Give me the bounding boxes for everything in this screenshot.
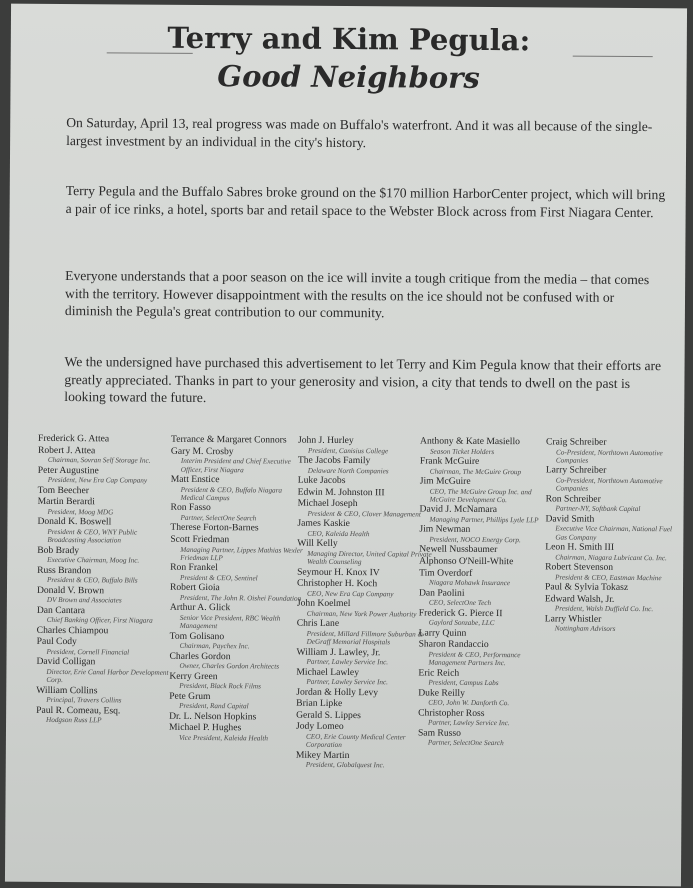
signer-title: Co-President, Northtown Automotive Companies — [555, 448, 663, 465]
signer-title: CEO, Kaleida Health — [307, 529, 370, 538]
signer-title: Chief Banking Officer, First Niagara — [46, 616, 153, 625]
signer-title: CEO, The McGuire Group Inc. and McGuire Development Co. — [429, 487, 532, 505]
signer-title: President, The John R. Oishei Foundation — [179, 593, 302, 603]
signer-column-4 — [418, 437, 555, 750]
signer-title: Partner-NY, Softbank Capital — [555, 504, 641, 514]
signer-name: Dan Cantara — [36, 604, 86, 616]
signer-name: The Jacobs Family — [297, 454, 371, 467]
signer-entry — [37, 565, 172, 585]
signer-name: Luke Jacobs — [297, 474, 346, 486]
signer-entry — [418, 640, 553, 668]
signer-entry — [296, 647, 431, 667]
signer-entry — [546, 437, 681, 465]
signer-entry — [297, 539, 432, 567]
signer-entry — [419, 505, 554, 525]
signer-title: CEO, New Era Cap Company — [306, 589, 394, 599]
signer-entry — [171, 475, 306, 503]
signer-title: President, Rand Capital — [179, 702, 249, 711]
signer-entry — [297, 519, 432, 539]
signer-name: Terrance & Margaret Connors — [170, 433, 287, 446]
signer-title: Principal, Travers Collins — [46, 696, 122, 705]
signer-title: Partner, Lawley Service Inc. — [306, 677, 389, 687]
signer-name: Paul R. Comeau, Esq. — [36, 704, 121, 717]
signer-name: Jordan & Holly Levy — [296, 686, 379, 698]
signer-entry — [171, 446, 306, 474]
signer-entry — [545, 583, 680, 595]
signer-entry — [297, 599, 432, 619]
signer-title: President, Black Rock Films — [179, 682, 261, 691]
signer-name: John J. Hurley — [297, 434, 354, 447]
signer-title: CEO, Erie County Medical Center Corporation — [305, 732, 406, 750]
signer-name: Sharon Randaccio — [418, 638, 489, 651]
signer-entry — [37, 637, 172, 657]
signer-entry — [38, 465, 173, 485]
signer-entry — [419, 608, 554, 628]
signer-entry — [420, 437, 555, 457]
signer-name: Jim Newman — [419, 523, 471, 536]
signer-name: Gerald S. Lippes — [296, 709, 361, 721]
signer-entry — [170, 535, 305, 563]
signer-entry — [170, 632, 305, 652]
signer-entry — [296, 699, 431, 711]
signer-name: Jody Lomeo — [295, 721, 344, 733]
signer-title: Chairman, Paychex Inc. — [179, 642, 250, 651]
signer-entry — [418, 688, 553, 708]
signer-entry — [420, 477, 555, 505]
signer-name: Russ Brandon — [37, 564, 92, 576]
signer-title: Partner, Lawley Service Inc. — [306, 657, 389, 667]
signer-title: President, Globalquest Inc. — [305, 761, 385, 770]
signer-name: Ron Frankel — [170, 562, 218, 574]
signer-name: Dr. L. Nelson Hopkins — [169, 710, 257, 723]
signer-title: Chairman, Niagara Lubricant Co. Inc. — [555, 553, 667, 563]
signer-name: Tom Golisano — [169, 630, 225, 642]
signer-entry — [418, 708, 553, 728]
signer-name: David J. McNamara — [419, 503, 498, 516]
signer-title: Chairman, The McGuire Group — [429, 467, 522, 476]
signer-entry — [171, 435, 306, 447]
signer-name: Newell Nussbaumer — [419, 543, 498, 556]
paragraph-harborcenter: Terry Pegula and the Buffalo Sabres broke ground on the $170 million HarborCenter project, which will bring a pair of ice rinks, a hotel, sports bar and retail space to the Webster Block across from First Niagara Center. — [65, 183, 666, 220]
signer-name: Larry Schreiber — [545, 464, 607, 477]
signer-name: Robert Gioia — [169, 582, 220, 594]
signer-name: Frederick G. Pierce II — [418, 607, 503, 619]
signer-entry — [297, 579, 432, 599]
signer-entry — [545, 514, 680, 542]
signer-entry — [170, 583, 305, 603]
signer-entry — [545, 594, 680, 614]
signer-name: William Collins — [36, 684, 98, 696]
signer-name: Martin Berardi — [37, 496, 95, 508]
signer-name: Anthony & Kate Masiello — [419, 435, 520, 448]
signer-name: Robert Stevenson — [545, 561, 614, 574]
ad-subtitle: Good Neighbors — [217, 59, 480, 95]
signer-entry — [419, 588, 554, 608]
signer-name: Jim McGuire — [419, 475, 471, 487]
signer-title: Niagara Mohawk Insurance — [429, 578, 511, 588]
signer-name: Mikey Martin — [295, 749, 350, 761]
signer-title: President & CEO, Buffalo Bills — [47, 576, 138, 585]
signer-name: Pete Grum — [169, 690, 211, 702]
signer-title: Partner, SelectOne Search — [427, 738, 504, 748]
signer-name: Ron Schreiber — [545, 493, 601, 505]
signer-title: President & CEO, WNY Public Broadcasting Association — [47, 527, 138, 545]
signer-title: President, Canisius College — [307, 446, 389, 455]
signer-name: Sam Russo — [417, 727, 461, 739]
signer-name: James Kaskie — [297, 517, 350, 530]
signer-title: Interim President and Chief Executive Officer, First Niagara — [180, 457, 291, 474]
signer-name: Frank McGuire — [419, 455, 480, 467]
signer-title: DV Brown and Associates — [46, 596, 122, 605]
signer-name: Larry Quinn — [418, 627, 467, 639]
signer-title: President, Cornell Financial — [46, 647, 130, 657]
signer-name: Matt Enstice — [170, 473, 220, 486]
signer-title: President, New Era Cap Company — [47, 476, 148, 485]
signer-title: Managing Partner, Lippes Mathias Wexler Friedman LLP — [180, 545, 303, 563]
signer-entry — [545, 614, 680, 634]
signer-entry — [418, 668, 553, 688]
signer-title: President, Moog MDG — [47, 507, 114, 517]
signer-entry — [38, 445, 173, 465]
signer-name: Duke Reilly — [418, 687, 465, 699]
signer-title: President, Walsh Duffield Co. Inc. — [554, 604, 654, 614]
signer-column-2 — [169, 435, 306, 744]
signer-entry — [170, 603, 305, 631]
signers-list — [35, 434, 674, 886]
signer-entry — [169, 723, 304, 743]
signer-entry — [37, 545, 172, 565]
signer-name: Edwin M. Johnston III — [297, 486, 385, 498]
signer-title: President & CEO, Sentinel — [180, 573, 258, 583]
signer-title: Executive Vice Chairman, National Fuel Gas Company — [555, 524, 673, 542]
signer-entry — [169, 672, 304, 692]
signer-entry — [297, 499, 432, 519]
signer-title: Chairman, New York Power Authority — [306, 609, 417, 619]
ad-title: Terry and Kim Pegula: — [167, 20, 531, 58]
signer-entry — [296, 667, 431, 687]
newspaper-page — [5, 4, 687, 887]
signer-name: Seymour H. Knox IV — [297, 566, 380, 578]
signer-name: Christopher H. Koch — [296, 577, 378, 590]
signer-name: Peter Augustine — [37, 464, 99, 476]
signer-name: Scott Friedman — [170, 533, 230, 546]
signer-title: Vice President, Kaleida Health — [178, 733, 269, 743]
signer-entry — [37, 585, 172, 605]
signer-column-5 — [545, 437, 681, 635]
signer-entry — [36, 705, 171, 725]
signer-entry — [419, 568, 554, 588]
signer-name: Brian Lipke — [296, 697, 343, 710]
signer-entry — [297, 619, 432, 647]
signer-title: Managing Director, United Capital Private Wealth Counseling — [307, 549, 432, 567]
signer-name: Arthur A. Glick — [169, 602, 231, 614]
signer-name: Robert J. Attea — [37, 444, 96, 456]
signer-name: Kerry Green — [169, 670, 218, 682]
signer-entry — [419, 525, 554, 545]
signer-name: David Colligan — [36, 656, 96, 668]
signer-entry — [298, 436, 433, 456]
signer-entry — [546, 494, 681, 514]
signer-name: Dan Paolini — [418, 587, 465, 599]
signer-title: President & CEO, Buffalo Niagara Medical Campus — [180, 485, 283, 503]
signer-title: Owner, Charles Gordon Architects — [179, 662, 280, 671]
signer-name: Alphonso O'Neill-White — [419, 555, 514, 568]
signer-entry — [36, 657, 171, 685]
signer-name: Paul Cody — [36, 636, 77, 648]
signer-entry — [545, 543, 680, 563]
signer-title: President & CEO, Eastman Machine — [555, 573, 662, 583]
signer-title: Director, Erie Canal Harbor Development Corp. — [46, 667, 169, 685]
paragraph-intro: On Saturday, April 13, real progress was made on Buffalo's waterfront. And it was all because of the single-largest investment by an individual in the city's history. — [66, 115, 653, 150]
signer-column-3 — [296, 436, 433, 772]
signer-entry — [36, 685, 171, 705]
signer-name: Charles Chiampou — [36, 624, 109, 636]
signer-name: Edward Walsh, Jr. — [544, 593, 615, 605]
signer-entry — [170, 503, 305, 523]
signer-name: Donald V. Brown — [36, 584, 105, 596]
signer-name: Christopher Ross — [418, 707, 485, 719]
signer-entry — [169, 652, 304, 672]
signer-name: Tim Overdorf — [419, 567, 473, 579]
signer-title: Chairman, Sovran Self Storage Inc. — [47, 456, 151, 465]
signer-entry — [420, 457, 555, 477]
signer-title: President & CEO, Performance Management Partners Inc. — [428, 650, 521, 668]
signer-name: Gary M. Crosby — [170, 445, 234, 457]
signer-title: Co-President, Northtown Automotive Companies — [555, 476, 663, 494]
signer-title: Gaylord Sonzabe, LLC — [428, 618, 495, 628]
signer-entry — [419, 557, 554, 569]
signer-name: David Smith — [545, 513, 595, 525]
signer-entry — [545, 563, 680, 583]
paragraph-thanks: We the undersigned have purchased this advertisement to let Terry and Kim Pegula know that their efforts are greatly appreciated. Thanks in part to your generosity and vision, a city that tends to dwell on the past is looking toward the future. — [64, 354, 662, 406]
signer-entry — [37, 497, 172, 517]
signer-name: William J. Lawley, Jr. — [296, 646, 381, 658]
signer-entry — [170, 563, 305, 583]
signer-title: Nottingham Advisors — [554, 624, 616, 634]
signer-name: Will Kelly — [297, 537, 338, 550]
signer-title: Managing Partner, Phillips Lytle LLP — [429, 515, 539, 525]
signer-entry — [298, 476, 433, 488]
signer-title: Partner, Lawley Service Inc. — [428, 718, 510, 728]
signer-entry — [38, 434, 173, 446]
signer-column-1 — [36, 434, 173, 727]
paragraph-critique: Everyone understands that a poor season on the ice will invite a tough critique from the media – that comes with the territory. However disappointment with the results on the ice should not be confused with or diminish the Pegula's great contribution to our community. — [64, 268, 650, 321]
signer-name: Michael Joseph — [297, 497, 358, 510]
signer-name: John Koelmel — [296, 597, 351, 610]
signer-name: Paul & Sylvia Tokasz — [544, 581, 629, 594]
signer-name: Therese Forton-Barnes — [170, 522, 259, 534]
signer-entry — [296, 722, 431, 750]
signer-name: Frederick G. Attea — [38, 432, 110, 445]
signer-title: President, Millard Fillmore Suburban & DeGraff Memorial Hospitals — [306, 629, 424, 647]
signer-entry — [298, 456, 433, 476]
signer-name: Larry Whistler — [544, 613, 602, 625]
signer-title: Season Ticket Holders — [429, 447, 495, 456]
signer-entry — [37, 517, 172, 545]
signer-name: Chris Lane — [296, 617, 340, 630]
signer-name: Michael P. Hughes — [168, 722, 242, 734]
signer-name: Charles Gordon — [169, 650, 231, 663]
signer-name: Ron Fasso — [170, 502, 211, 514]
signer-name: Bob Brady — [37, 544, 80, 556]
signer-entry — [169, 692, 304, 712]
signer-entry — [296, 750, 431, 770]
signer-title: Executive Chairman, Moog Inc. — [47, 556, 140, 565]
signer-name: Leon H. Smith III — [545, 541, 615, 554]
signer-name: Eric Reich — [418, 667, 460, 679]
signer-title: Hodgson Russ LLP — [46, 716, 102, 725]
signer-entry — [546, 466, 681, 494]
signer-title: Delaware North Companies — [307, 466, 389, 475]
signer-title: CEO, SelectOne Tech — [428, 598, 492, 608]
signer-entry — [37, 605, 172, 625]
signer-title: CEO, John W. Danforth Co. — [428, 698, 510, 708]
signer-title: President, Campus Labs — [428, 678, 499, 688]
signer-title: President, NOCO Energy Corp. — [429, 535, 521, 545]
signer-entry — [418, 728, 553, 748]
signer-name: Donald K. Boswell — [37, 516, 112, 528]
signer-title: President & CEO, Clover Management — [307, 509, 421, 519]
signer-name: Tom Beecher — [37, 484, 89, 496]
signer-name: Michael Lawley — [296, 666, 360, 678]
signer-name: Craig Schreiber — [545, 436, 607, 448]
signer-title: Senior Vice President, RBC Wealth Management — [179, 613, 281, 631]
signer-title: Partner, SelectOne Search — [180, 513, 257, 523]
